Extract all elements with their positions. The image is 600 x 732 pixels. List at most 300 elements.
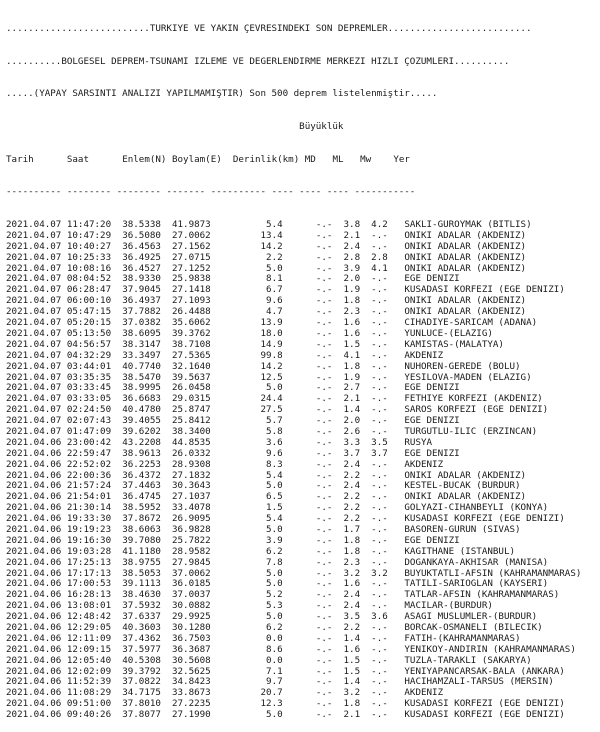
cell-tarih: 2021.04.07 (6, 350, 67, 361)
table-row (6, 667, 600, 678)
table-row (6, 394, 600, 405)
cell-ml: 1.8 (343, 296, 372, 307)
cell-enlem: 38.5053 (122, 568, 172, 579)
column-separator: ---------- -------- -------- ------- ---------- ---- ---- ---- ----------- (6, 187, 416, 198)
cell-derinlik: 9.6 (232, 296, 316, 307)
cell-derinlik: 5.0 (232, 568, 316, 579)
table-row (6, 307, 600, 318)
cell-mw: -.- (371, 230, 405, 241)
table-row (6, 351, 600, 362)
cell-mw: -.- (371, 383, 405, 394)
cell-yer: ONIKI ADALAR (AKDENIZ) (404, 492, 527, 503)
cell-saat: 12:02:09 (66, 666, 123, 677)
cell-derinlik: 5.7 (232, 416, 316, 427)
cell-md: -.- (315, 481, 344, 492)
cell-yer: AKDENIZ (404, 459, 444, 470)
cell-yer: TURGUTLU-ILIC (ERZINCAN) (404, 426, 538, 437)
cell-saat: 04:56:57 (66, 339, 123, 350)
cell-enlem: 39.4055 (122, 416, 172, 427)
cell-tarih: 2021.04.07 (6, 274, 67, 285)
cell-yer: KAGITHANE (ISTANBUL) (404, 546, 516, 557)
cell-yer: NUHOREN-GEREDE (BOLU) (404, 361, 521, 372)
cell-yer: KUSADASI KORFEZI (EGE DENIZI) (404, 514, 565, 525)
cell-boylam: 27.0715 (171, 252, 233, 263)
cell-md: -.- (315, 426, 344, 437)
cell-derinlik: 27.5 (232, 405, 316, 416)
cell-saat: 05:20:15 (66, 318, 123, 329)
cell-ml: 1.8 (343, 535, 372, 546)
cell-md: -.- (315, 579, 344, 590)
cell-enlem: 38.6095 (122, 328, 172, 339)
cell-boylam: 27.0062 (171, 230, 233, 241)
column-header-row (6, 155, 600, 166)
table-row (6, 503, 600, 514)
cell-saat: 22:00:36 (66, 470, 123, 481)
cell-ml: 2.0 (343, 274, 372, 285)
cell-saat: 10:40:27 (66, 241, 123, 252)
cell-md: -.- (315, 220, 344, 231)
cell-ml: 2.1 (343, 710, 372, 721)
cell-md: -.- (315, 459, 344, 470)
table-row (6, 438, 600, 449)
table-row (6, 612, 600, 623)
cell-derinlik: 20.7 (232, 688, 316, 699)
cell-mw: -.- (371, 644, 405, 655)
table-row (6, 492, 600, 503)
cell-ml: 2.1 (343, 230, 372, 241)
cell-enlem: 38.9330 (122, 274, 172, 285)
title-line-2: ..........BÖLGESEL DEPREM-TSUNAMİ İZLEME VE DEĞERLENDİRME MERKEZİ HIZLI ÇÖZÜMLERİ.......... (6, 56, 510, 67)
cell-ml: 1.6 (343, 579, 372, 590)
cell-saat: 22:59:47 (66, 448, 123, 459)
cell-boylam: 30.0882 (171, 601, 233, 612)
table-row (6, 274, 600, 285)
earthquake-rows (6, 220, 600, 721)
cell-tarih: 2021.04.06 (6, 459, 67, 470)
cell-tarih: 2021.04.06 (6, 568, 67, 579)
cell-saat: 09:40:26 (66, 710, 123, 721)
table-row (6, 220, 600, 231)
table-row (6, 634, 600, 645)
cell-ml: 1.6 (343, 644, 372, 655)
cell-enlem: 36.5080 (122, 230, 172, 241)
cell-md: -.- (315, 361, 344, 372)
cell-tarih: 2021.04.06 (6, 590, 67, 601)
cell-tarih: 2021.04.06 (6, 612, 67, 623)
cell-enlem: 37.8010 (122, 699, 172, 710)
table-row (6, 460, 600, 471)
cell-derinlik: 12.5 (232, 372, 316, 383)
cell-derinlik: 5.2 (232, 590, 316, 601)
cell-yer: ONIKI ADALAR (AKDENIZ) (404, 252, 527, 263)
cell-boylam: 34.8423 (171, 677, 233, 688)
cell-enlem: 38.9755 (122, 557, 172, 568)
cell-boylam: 36.3687 (171, 644, 233, 655)
cell-boylam: 27.9845 (171, 557, 233, 568)
cell-tarih: 2021.04.06 (6, 710, 67, 721)
cell-yer: SAKLI-GUROYMAK (BITLIS) (404, 220, 532, 231)
cell-boylam: 39.3762 (171, 328, 233, 339)
col-tarih: Tarih (6, 154, 67, 165)
cell-mw: -.- (371, 677, 405, 688)
cell-md: -.- (315, 405, 344, 416)
cell-enlem: 40.7740 (122, 361, 172, 372)
cell-enlem: 37.5932 (122, 601, 172, 612)
cell-tarih: 2021.04.06 (6, 481, 67, 492)
cell-saat: 09:51:00 (66, 699, 123, 710)
cell-yer: EGE DENIZI (404, 535, 460, 546)
cell-ml: 1.8 (343, 361, 372, 372)
cell-mw: -.- (371, 394, 405, 405)
cell-enlem: 40.4780 (122, 405, 172, 416)
cell-yer: TATLAR-AFSIN (KAHRAMANMARAS) (404, 590, 560, 601)
cell-saat: 03:35:35 (66, 372, 123, 383)
cell-boylam: 26.0458 (171, 383, 233, 394)
cell-saat: 17:25:13 (66, 557, 123, 568)
cell-derinlik: 5.0 (232, 524, 316, 535)
cell-enlem: 36.6683 (122, 394, 172, 405)
col-enlem: Enlem(N) (122, 154, 172, 165)
cell-mw: -.- (371, 296, 405, 307)
cell-saat: 22:52:02 (66, 459, 123, 470)
cell-derinlik: 5.4 (232, 514, 316, 525)
cell-md: -.- (315, 677, 344, 688)
cell-saat: 19:03:28 (66, 546, 123, 557)
cell-derinlik: 4.7 (232, 307, 316, 318)
cell-enlem: 36.4745 (122, 492, 172, 503)
cell-mw: 4.2 (371, 220, 405, 231)
cell-derinlik: 13.4 (232, 230, 316, 241)
cell-derinlik: 5.0 (232, 383, 316, 394)
cell-yer: ONIKI ADALAR (AKDENIZ) (404, 241, 527, 252)
cell-yer: DOGANKAYA-AKHISAR (MANISA) (404, 557, 549, 568)
cell-yer: FATIH-(KAHRAMANMARAS) (404, 633, 521, 644)
cell-yer: ASAGI MUSLUMLER-(BURDUR) (404, 612, 538, 623)
cell-ml: 2.2 (343, 622, 372, 633)
cell-derinlik: 5.3 (232, 601, 316, 612)
cell-md: -.- (315, 318, 344, 329)
cell-md: -.- (315, 655, 344, 666)
cell-derinlik: 7.1 (232, 666, 316, 677)
table-row (6, 340, 600, 351)
cell-boylam: 36.0185 (171, 579, 233, 590)
cell-md: -.- (315, 503, 344, 514)
cell-ml: 3.9 (343, 263, 372, 274)
cell-saat: 06:28:47 (66, 285, 123, 296)
cell-boylam: 27.1252 (171, 263, 233, 274)
cell-yer: EGE DENIZI (404, 416, 460, 427)
cell-yer: HACIHAMZALI-TARSUS (MERSIN) (404, 677, 554, 688)
cell-md: -.- (315, 666, 344, 677)
cell-md: -.- (315, 612, 344, 623)
cell-ml: 3.2 (343, 568, 372, 579)
cell-mw: -.- (371, 241, 405, 252)
cell-tarih: 2021.04.06 (6, 524, 67, 535)
cell-enlem: 36.4563 (122, 241, 172, 252)
magnitude-group-heading (6, 122, 600, 133)
table-row (6, 699, 600, 710)
cell-boylam: 37.0037 (171, 590, 233, 601)
cell-mw: -.- (371, 481, 405, 492)
cell-saat: 04:32:29 (66, 350, 123, 361)
table-row (6, 416, 600, 427)
table-row (6, 590, 600, 601)
cell-yer: ONIKI ADALAR (AKDENIZ) (404, 230, 527, 241)
cell-saat: 11:47:20 (66, 220, 123, 231)
cell-tarih: 2021.04.07 (6, 383, 67, 394)
cell-enlem: 36.4925 (122, 252, 172, 263)
cell-mw: -.- (371, 655, 405, 666)
cell-derinlik: 12.3 (232, 699, 316, 710)
cell-boylam: 27.1562 (171, 241, 233, 252)
cell-boylam: 29.9925 (171, 612, 233, 623)
cell-enlem: 38.6063 (122, 524, 172, 535)
table-row (6, 405, 600, 416)
cell-md: -.- (315, 372, 344, 383)
cell-saat: 10:47:29 (66, 230, 123, 241)
cell-enlem: 37.6337 (122, 612, 172, 623)
cell-derinlik: 9.7 (232, 677, 316, 688)
cell-md: -.- (315, 535, 344, 546)
cell-yer: YENIKOY-ANDIRIN (KAHRAMANMARAS) (404, 644, 576, 655)
cell-mw: -.- (371, 459, 405, 470)
cell-mw: -.- (371, 285, 405, 296)
cell-derinlik: 6.2 (232, 546, 316, 557)
cell-mw: -.- (371, 579, 405, 590)
cell-derinlik: 5.8 (232, 426, 316, 437)
cell-enlem: 43.2208 (122, 437, 172, 448)
cell-md: -.- (315, 252, 344, 263)
cell-ml: 2.0 (343, 416, 372, 427)
cell-yer: KESTEL-BUCAK (BURDUR) (404, 481, 521, 492)
cell-mw: -.- (371, 590, 405, 601)
cell-derinlik: 13.9 (232, 318, 316, 329)
cell-boylam: 37.0062 (171, 568, 233, 579)
cell-derinlik: 8.6 (232, 644, 316, 655)
cell-yer: KUSADASI KORFEZI (EGE DENIZI) (404, 699, 565, 710)
cell-boylam: 25.9838 (171, 274, 233, 285)
buyukluk-label: Büyüklük (299, 121, 344, 132)
cell-saat: 21:57:24 (66, 481, 123, 492)
cell-mw: -.- (371, 274, 405, 285)
cell-ml: 2.4 (343, 241, 372, 252)
cell-ml: 1.4 (343, 633, 372, 644)
table-row (6, 645, 600, 656)
cell-ml: 3.5 (343, 612, 372, 623)
cell-tarih: 2021.04.07 (6, 416, 67, 427)
cell-boylam: 33.8673 (171, 688, 233, 699)
table-row (6, 536, 600, 547)
cell-ml: 2.4 (343, 481, 372, 492)
cell-tarih: 2021.04.06 (6, 699, 67, 710)
cell-yer: KAMISTAS-(MALATYA) (404, 339, 504, 350)
cell-md: -.- (315, 699, 344, 710)
cell-ml: 3.8 (343, 220, 372, 231)
cell-saat: 19:19:23 (66, 524, 123, 535)
table-row (6, 231, 600, 242)
cell-mw: -.- (371, 470, 405, 481)
cell-yer: MACILAR-(BURDUR) (404, 601, 493, 612)
table-row (6, 601, 600, 612)
cell-mw: 3.2 (371, 568, 405, 579)
cell-tarih: 2021.04.07 (6, 318, 67, 329)
cell-mw: -.- (371, 688, 405, 699)
cell-boylam: 36.9828 (171, 524, 233, 535)
cell-mw: -.- (371, 339, 405, 350)
cell-mw: -.- (371, 546, 405, 557)
cell-boylam: 32.5625 (171, 666, 233, 677)
cell-yer: BUYUKTATLI-AFSIN (KAHRAMANMARAS) (404, 568, 582, 579)
cell-yer: AKDENIZ (404, 350, 444, 361)
title-line-1: ..........................TÜRKİYE VE YAKIN ÇEVRESİNDEKİ SON DEPREMLER.......................... (6, 23, 532, 34)
cell-ml: 2.4 (343, 459, 372, 470)
cell-yer: KUSADASI KORFEZI (EGE DENIZI) (404, 285, 565, 296)
cell-tarih: 2021.04.06 (6, 622, 67, 633)
col-yer: Yer (393, 154, 410, 165)
cell-enlem: 40.5308 (122, 655, 172, 666)
cell-tarih: 2021.04.06 (6, 557, 67, 568)
cell-derinlik: 14.2 (232, 361, 316, 372)
cell-boylam: 27.2235 (171, 699, 233, 710)
cell-md: -.- (315, 285, 344, 296)
cell-mw: 4.1 (371, 263, 405, 274)
table-row (6, 285, 600, 296)
cell-derinlik: 5.0 (232, 579, 316, 590)
cell-md: -.- (315, 710, 344, 721)
cell-tarih: 2021.04.06 (6, 601, 67, 612)
cell-saat: 17:00:53 (66, 579, 123, 590)
cell-ml: 3.3 (343, 437, 372, 448)
cell-derinlik: 6.7 (232, 285, 316, 296)
col-ml: ML (332, 154, 361, 165)
cell-yer: EGE DENIZI (404, 448, 460, 459)
table-row (6, 525, 600, 536)
cell-tarih: 2021.04.06 (6, 655, 67, 666)
cell-tarih: 2021.04.07 (6, 230, 67, 241)
cell-mw: -.- (371, 361, 405, 372)
table-row (6, 579, 600, 590)
cell-md: -.- (315, 622, 344, 633)
cell-ml: 1.7 (343, 524, 372, 535)
cell-md: -.- (315, 590, 344, 601)
cell-saat: 23:00:42 (66, 437, 123, 448)
cell-md: -.- (315, 448, 344, 459)
cell-tarih: 2021.04.06 (6, 546, 67, 557)
cell-tarih: 2021.04.07 (6, 307, 67, 318)
cell-tarih: 2021.04.07 (6, 252, 67, 263)
cell-tarih: 2021.04.07 (6, 394, 67, 405)
table-row (6, 471, 600, 482)
cell-mw: -.- (371, 372, 405, 383)
cell-enlem: 37.8672 (122, 514, 172, 525)
cell-yer: YENIYAPANCARSAK-BALA (ANKARA) (404, 666, 565, 677)
cell-enlem: 39.7080 (122, 535, 172, 546)
table-row (6, 296, 600, 307)
cell-mw: -.- (371, 601, 405, 612)
cell-tarih: 2021.04.06 (6, 492, 67, 503)
cell-md: -.- (315, 274, 344, 285)
cell-saat: 05:13:50 (66, 328, 123, 339)
cell-ml: 2.7 (343, 383, 372, 394)
cell-mw: 3.6 (371, 612, 405, 623)
table-row (6, 677, 600, 688)
cell-derinlik: 14.9 (232, 339, 316, 350)
table-row (6, 318, 600, 329)
cell-derinlik: 7.8 (232, 557, 316, 568)
cell-tarih: 2021.04.07 (6, 372, 67, 383)
cell-ml: 2.2 (343, 470, 372, 481)
cell-mw: -.- (371, 328, 405, 339)
cell-tarih: 2021.04.06 (6, 470, 67, 481)
table-row (6, 449, 600, 460)
cell-tarih: 2021.04.07 (6, 296, 67, 307)
cell-tarih: 2021.04.06 (6, 448, 67, 459)
cell-derinlik: 5.4 (232, 470, 316, 481)
cell-derinlik: 5.0 (232, 263, 316, 274)
cell-ml: 2.4 (343, 601, 372, 612)
cell-mw: -.- (371, 416, 405, 427)
cell-enlem: 33.3497 (122, 350, 172, 361)
cell-md: -.- (315, 394, 344, 405)
cell-md: -.- (315, 263, 344, 274)
cell-enlem: 38.4630 (122, 590, 172, 601)
table-row (6, 569, 600, 580)
cell-tarih: 2021.04.07 (6, 339, 67, 350)
cell-tarih: 2021.04.06 (6, 688, 67, 699)
cell-md: -.- (315, 296, 344, 307)
cell-mw: -.- (371, 405, 405, 416)
cell-saat: 03:33:45 (66, 383, 123, 394)
cell-md: -.- (315, 644, 344, 655)
cell-derinlik: 5.4 (232, 220, 316, 231)
cell-derinlik: 9.6 (232, 448, 316, 459)
col-mw: Mw (360, 154, 394, 165)
cell-saat: 02:24:50 (66, 405, 123, 416)
cell-saat: 03:33:05 (66, 394, 123, 405)
cell-tarih: 2021.04.06 (6, 437, 67, 448)
cell-saat: 10:08:16 (66, 263, 123, 274)
cell-enlem: 36.2253 (122, 459, 172, 470)
table-row (6, 688, 600, 699)
table-row (6, 623, 600, 634)
cell-ml: 2.2 (343, 503, 372, 514)
cell-tarih: 2021.04.07 (6, 285, 67, 296)
cell-boylam: 27.1832 (171, 470, 233, 481)
cell-mw: -.- (371, 426, 405, 437)
cell-ml: 1.8 (343, 699, 372, 710)
cell-tarih: 2021.04.07 (6, 328, 67, 339)
cell-mw: -.- (371, 535, 405, 546)
cell-tarih: 2021.04.07 (6, 220, 67, 231)
cell-ml: 2.1 (343, 394, 372, 405)
cell-boylam: 35.6062 (171, 318, 233, 329)
cell-saat: 21:30:14 (66, 503, 123, 514)
cell-mw: -.- (371, 666, 405, 677)
cell-enlem: 36.4937 (122, 296, 172, 307)
cell-boylam: 27.1990 (171, 710, 233, 721)
cell-derinlik: 8.1 (232, 274, 316, 285)
cell-enlem: 40.3603 (122, 622, 172, 633)
cell-yer: TUZLA-TARAKLI (SAKARYA) (404, 655, 532, 666)
cell-md: -.- (315, 437, 344, 448)
table-row (6, 373, 600, 384)
cell-tarih: 2021.04.06 (6, 535, 67, 546)
cell-ml: 1.6 (343, 318, 372, 329)
cell-mw: 3.5 (371, 437, 405, 448)
cell-md: -.- (315, 328, 344, 339)
cell-boylam: 29.0315 (171, 394, 233, 405)
cell-boylam: 27.5365 (171, 350, 233, 361)
